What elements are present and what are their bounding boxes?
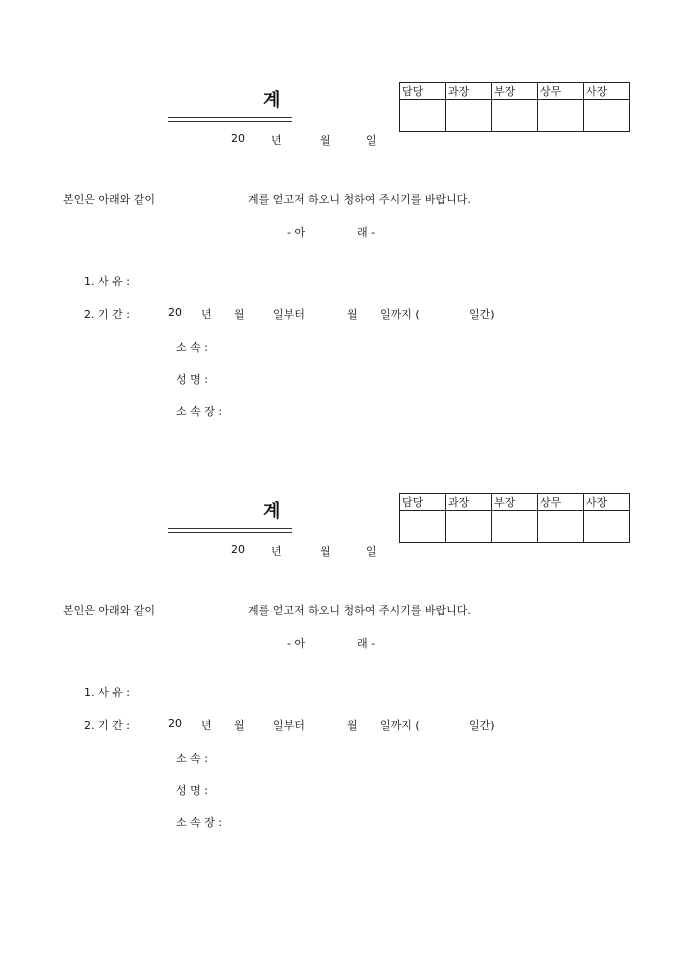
reason-label: 1. 사 유 : — [84, 275, 130, 288]
period-month2-label: 월 — [347, 308, 358, 321]
approval-header-president: 사장 — [584, 83, 630, 100]
signature-box-president[interactable] — [584, 511, 630, 543]
notice-heading-right: 래 - — [357, 226, 376, 239]
date-month-label: 월 — [320, 134, 331, 147]
period-month-label: 월 — [234, 719, 245, 732]
department-head-label: 소 속 장 : — [176, 816, 223, 829]
approval-table — [399, 493, 630, 543]
period-month-label: 월 — [234, 308, 245, 321]
period-year-prefix: 20 — [168, 717, 182, 730]
approval-header-section-chief: 과장 — [446, 494, 492, 511]
signature-box-executive[interactable] — [538, 511, 584, 543]
signature-box-president[interactable] — [584, 100, 630, 132]
period-to-label: 일까지 ( — [380, 308, 420, 321]
period-month2-label: 월 — [347, 719, 358, 732]
approval-table — [399, 82, 630, 132]
period-year-label: 년 — [201, 308, 212, 321]
period-label: 2. 기 간 : — [84, 719, 130, 732]
leave-form-2 — [0, 411, 680, 829]
name-label: 성 명 : — [176, 784, 208, 797]
period-days-label: 일간) — [469, 719, 495, 732]
name-label: 성 명 : — [176, 373, 208, 386]
date-year-prefix: 20 — [231, 543, 245, 556]
approval-header-executive: 상무 — [538, 83, 584, 100]
date-day-label: 일 — [366, 545, 377, 558]
approval-header-president: 사장 — [584, 494, 630, 511]
date-year-label: 년 — [271, 134, 282, 147]
signature-box-section-chief[interactable] — [446, 100, 492, 132]
approval-header-manager: 담당 — [400, 494, 446, 511]
leave-form-1 — [0, 0, 680, 418]
approval-header-executive: 상무 — [538, 494, 584, 511]
period-from-label: 일부터 — [273, 308, 305, 321]
approval-header-manager: 담당 — [400, 83, 446, 100]
request-text-start: 본인은 아래와 같이 — [63, 193, 156, 206]
period-to-label: 일까지 ( — [380, 719, 420, 732]
date-day-label: 일 — [366, 134, 377, 147]
period-days-label: 일간) — [469, 308, 495, 321]
period-year-prefix: 20 — [168, 306, 182, 319]
signature-box-department-head[interactable] — [492, 100, 538, 132]
title-underline — [168, 528, 292, 533]
reason-label: 1. 사 유 : — [84, 686, 130, 699]
date-year-prefix: 20 — [231, 132, 245, 145]
request-text-end: 계를 얻고저 하오니 청하여 주시기를 바랍니다. — [248, 193, 471, 206]
signature-box-executive[interactable] — [538, 100, 584, 132]
department-head-label: 소 속 장 : — [176, 405, 223, 418]
signature-box-manager[interactable] — [400, 511, 446, 543]
notice-heading-left: - 아 — [287, 226, 306, 239]
period-from-label: 일부터 — [273, 719, 305, 732]
title-underline — [168, 117, 292, 122]
request-text-end: 계를 얻고저 하오니 청하여 주시기를 바랍니다. — [248, 604, 471, 617]
signature-box-manager[interactable] — [400, 100, 446, 132]
approval-header-department-head: 부장 — [492, 494, 538, 511]
affiliation-label: 소 속 : — [176, 752, 208, 765]
signature-box-section-chief[interactable] — [446, 511, 492, 543]
approval-header-section-chief: 과장 — [446, 83, 492, 100]
form-title: 계 — [263, 501, 281, 522]
request-text-start: 본인은 아래와 같이 — [63, 604, 156, 617]
signature-box-department-head[interactable] — [492, 511, 538, 543]
period-label: 2. 기 간 : — [84, 308, 130, 321]
form-title: 계 — [263, 90, 281, 111]
affiliation-label: 소 속 : — [176, 341, 208, 354]
date-year-label: 년 — [271, 545, 282, 558]
notice-heading-right: 래 - — [357, 637, 376, 650]
notice-heading-left: - 아 — [287, 637, 306, 650]
date-month-label: 월 — [320, 545, 331, 558]
period-year-label: 년 — [201, 719, 212, 732]
approval-header-department-head: 부장 — [492, 83, 538, 100]
